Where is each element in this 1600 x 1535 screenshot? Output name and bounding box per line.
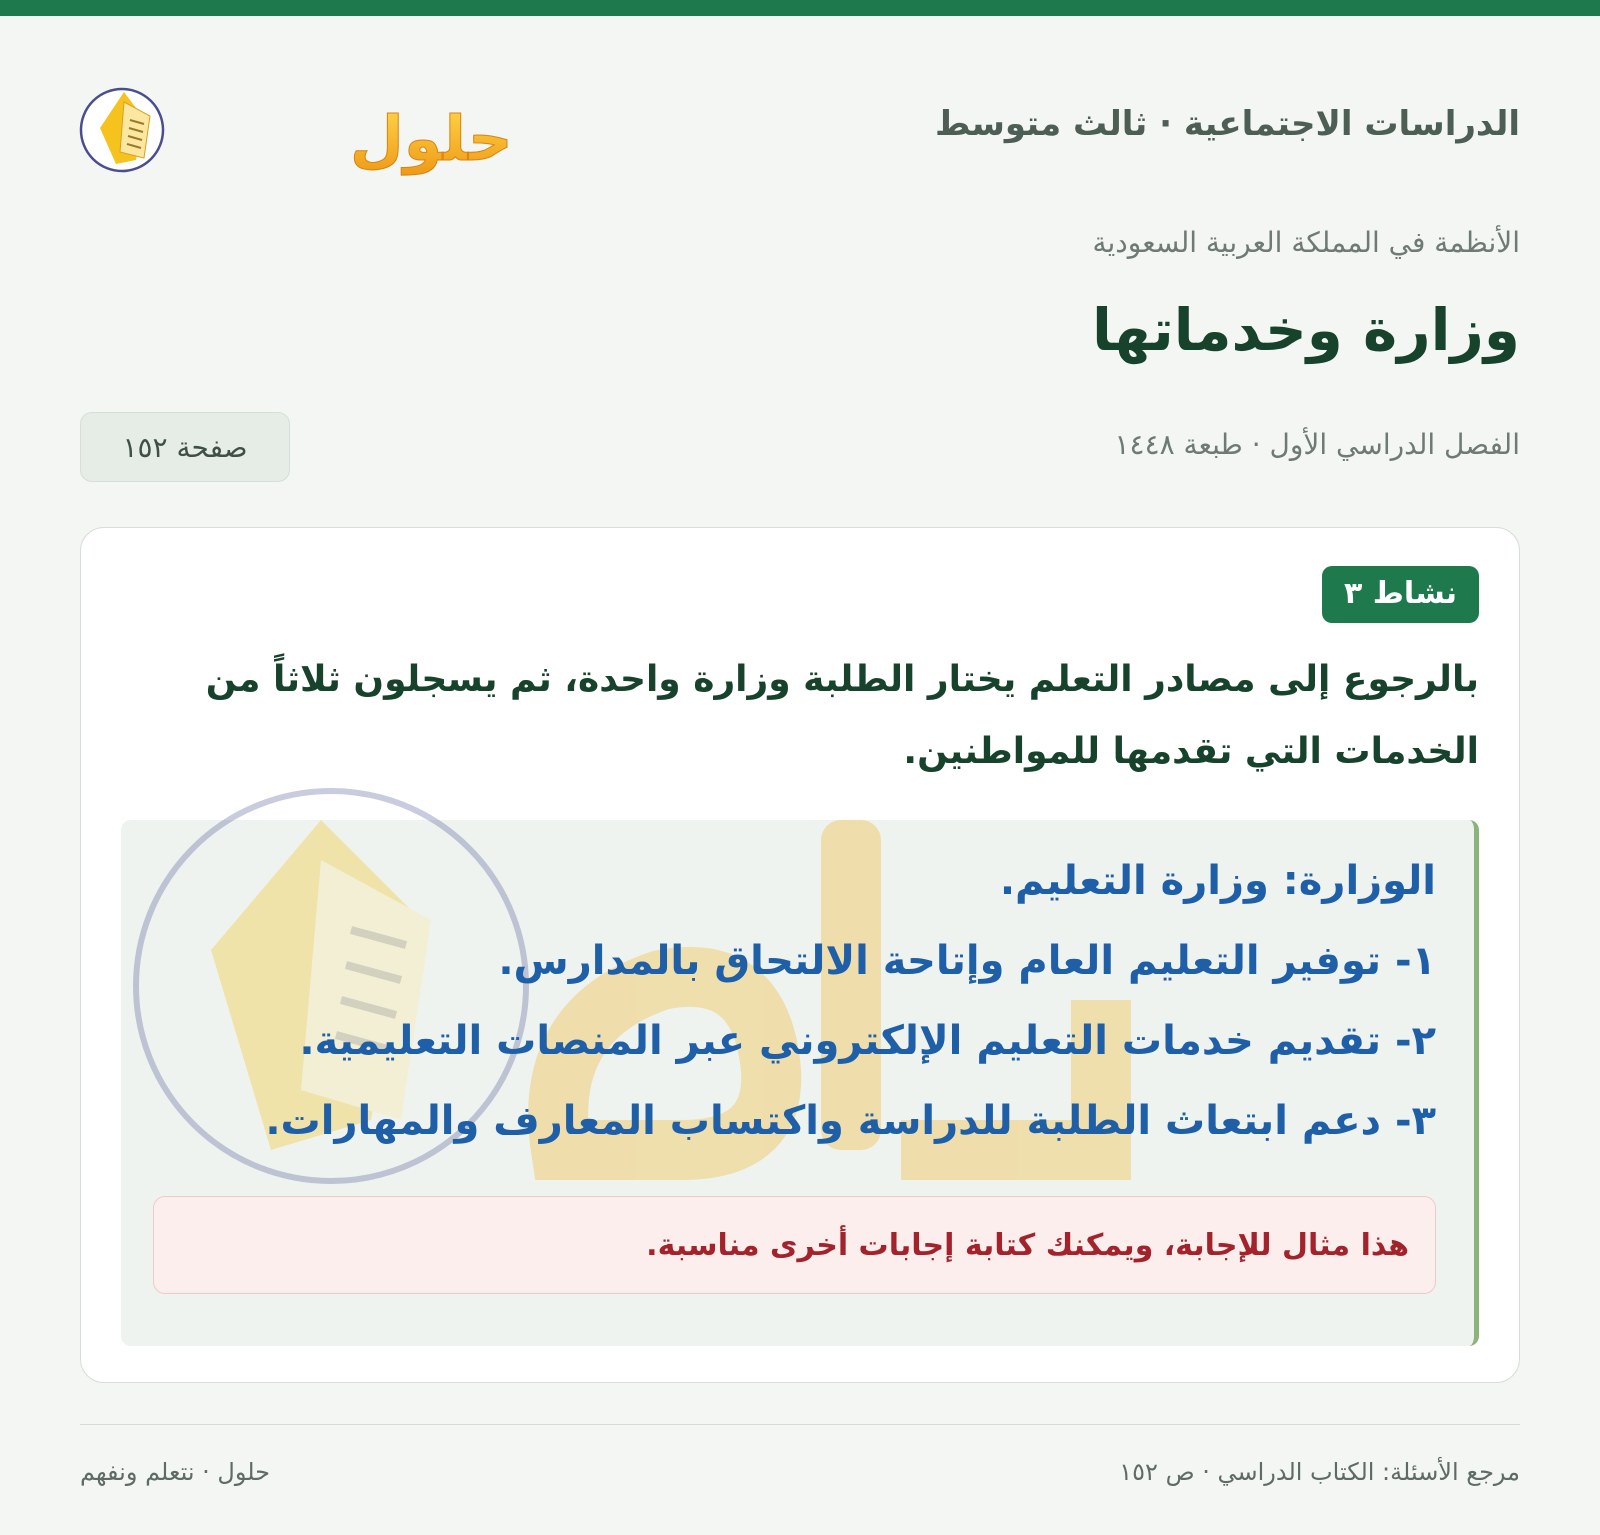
footer-divider [80, 1424, 1520, 1425]
answer-ministry: الوزارة: وزارة التعليم. [999, 858, 1436, 904]
footer-brand[interactable]: حلول · نتعلم ونفهم [80, 1458, 270, 1486]
footer-reference: مرجع الأسئلة: الكتاب الدراسي · ص ١٥٢ [1119, 1458, 1520, 1486]
activity-card [80, 527, 1520, 1383]
subject-title: الدراسات الاجتماعية · ثالث متوسط [935, 104, 1520, 144]
activity-question: بالرجوع إلى مصادر التعلم يختار الطلبة وزارة واحدة، ثم يسجلون ثلاثاً من الخدمات التي تقدمها للمواطنين. [205, 659, 1479, 772]
activity-badge: نشاط ٣ [1322, 566, 1479, 623]
unit-title: الأنظمة في المملكة العربية السعودية [1092, 226, 1520, 259]
hulul-logo[interactable] [80, 68, 513, 188]
answer-note: هذا مثال للإجابة، ويمكنك كتابة إجابات أخرى مناسبة. [153, 1196, 1436, 1294]
answer-item-3: ٣- دعم ابتعاث الطلبة للدراسة واكتساب المعارف والمهارات. [265, 1098, 1436, 1144]
top-accent-bar [0, 0, 1600, 16]
answer-item-2: ٢- تقديم خدمات التعليم الإلكتروني عبر المنصات التعليمية. [299, 1018, 1436, 1064]
lesson-title: وزارة وخدماتها [1091, 296, 1520, 364]
edition-info: الفصل الدراسي الأول · طبعة ١٤٤٨ [1114, 428, 1520, 461]
answer-item-1: ١- توفير التعليم العام وإتاحة الالتحاق بالمدارس. [498, 938, 1436, 984]
page-header [80, 60, 1520, 190]
answer-box [121, 820, 1479, 1346]
page-number-chip[interactable]: صفحة ١٥٢ [80, 412, 290, 482]
logo-wordmark: حلول [350, 102, 513, 175]
